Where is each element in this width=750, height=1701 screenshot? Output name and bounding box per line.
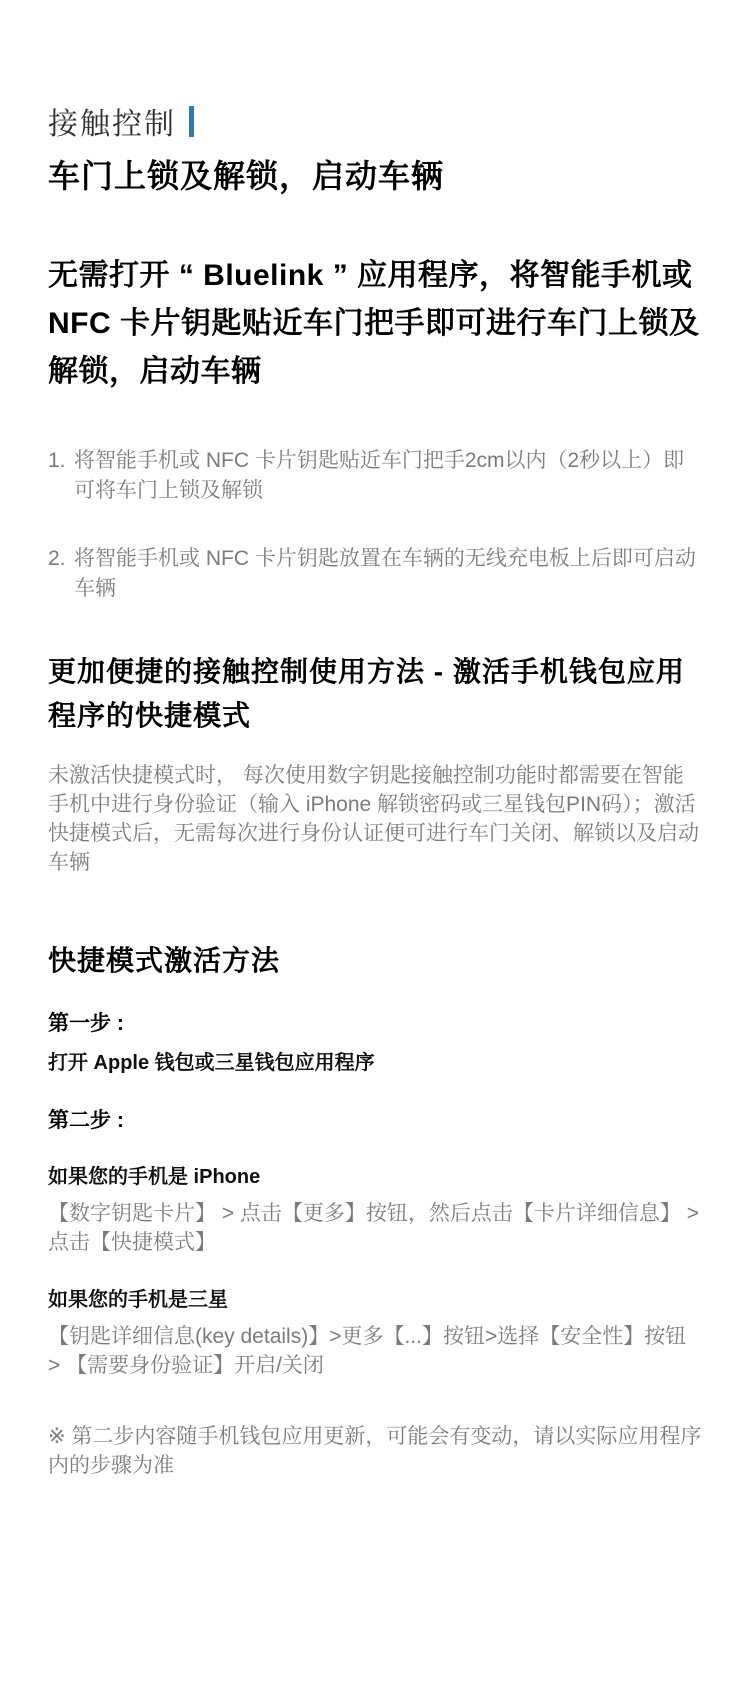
step1-label: 第一步 : (48, 1012, 124, 1036)
page-title: 车门上锁及解锁，启动车辆 (48, 158, 445, 194)
shortcut-section-heading: 更加便捷的接触控制使用方法 - 激活手机钱包应用程序的快捷模式 (48, 656, 685, 731)
activation-heading: 快捷模式激活方法 (48, 945, 281, 977)
step2-label: 第二步 : (48, 1109, 124, 1133)
shortcut-section-body: 未激活快捷模式时， 每次使用数字钥匙接触控制功能时都需要在智能手机中进行身份验证（输入 iPhone 解锁密码或三星钱包PIN码）；激活快捷模式后，无需每次进行身份认证便可进行车门关闭、解锁以及启动车辆 (48, 764, 699, 875)
iphone-label: 如果您的手机是 iPhone (48, 1166, 261, 1189)
lead-paragraph: 无需打开 “ Bluelink ” 应用程序，将智能手机或 NFC 卡片钥匙贴近车门把手即可进行车门上锁及解锁，启动车辆 (48, 259, 700, 388)
samsung-label: 如果您的手机是三星 (48, 1289, 228, 1312)
eyebrow-label: 接触控制 (48, 108, 176, 141)
list-item-text: 将智能手机或 NFC 卡片钥匙贴近车门把手2cm以内（2秒以上）即可将车门上锁及解锁 (74, 449, 685, 502)
eyebrow-row (48, 102, 702, 140)
numbered-steps (48, 446, 702, 604)
samsung-instructions: 【钥匙详细信息(key details)】>更多【...】按钮>选择【安全性】按钮 > 【需要身份验证】开启/关闭 (48, 1325, 687, 1378)
list-item-number: 1. (48, 449, 66, 472)
list-item-text: 将智能手机或 NFC 卡片钥匙放置在车辆的无线充电板上后即可启动车辆 (74, 547, 696, 600)
list-item (48, 446, 702, 506)
footnote: ※ 第二步内容随手机钱包应用更新，可能会有变动，请以实际应用程序内的步骤为准 (48, 1425, 702, 1478)
activation-section (48, 943, 702, 1480)
iphone-instructions: 【数字钥匙卡片】 > 点击【更多】按钮，然后点击【卡片详细信息】 > 点击【快捷模式】 (48, 1202, 700, 1255)
page-header (48, 102, 702, 196)
shortcut-mode-section (48, 650, 702, 877)
accent-bar (189, 106, 194, 137)
step1-text: 打开 Apple 钱包或三星钱包应用程序 (48, 1052, 375, 1075)
list-item (48, 544, 702, 604)
list-item-number: 2. (48, 547, 66, 570)
